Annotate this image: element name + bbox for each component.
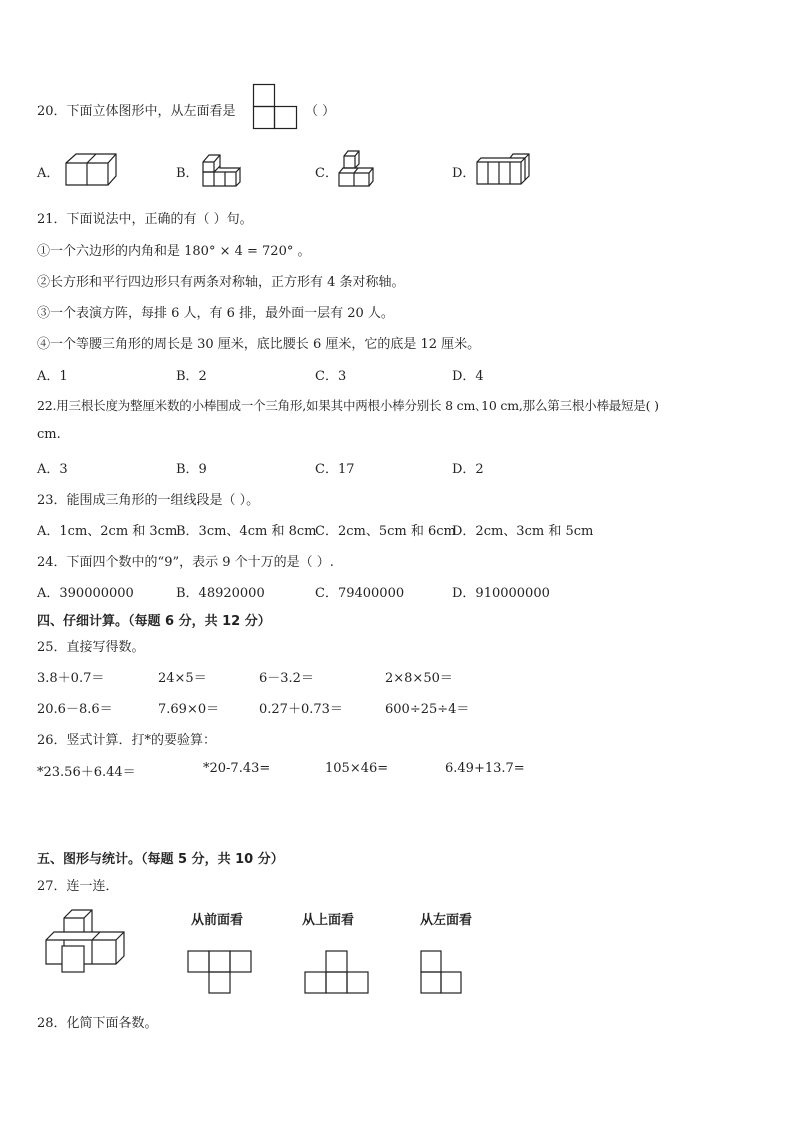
- q23-option-d[interactable]: D．2cm、3cm 和 5cm: [452, 524, 594, 539]
- q27-label-top: 从上面看: [302, 913, 355, 928]
- q21-statement-3: ③一个表演方阵，每排 6 人，有 6 排，最外面一层有 20 人。: [37, 306, 394, 321]
- q21-option-a[interactable]: A．1: [37, 369, 68, 384]
- q25-item: 0.27＋0.73＝: [259, 702, 343, 717]
- q21-option-d[interactable]: D．4: [452, 369, 484, 384]
- q26-stem: 26．竖式计算．打*的要验算：: [37, 733, 217, 748]
- q20-option-d-cubes: [475, 152, 533, 186]
- section-5-title: 五、图形与统计。（每题 5 分，共 10 分）: [37, 852, 284, 867]
- q23-option-b[interactable]: B．3cm、4cm 和 8cm: [176, 524, 317, 539]
- section-4-title: 四、仔细计算。（每题 6 分，共 12 分）: [37, 614, 271, 629]
- q25-item: 20.6－8.6＝: [37, 702, 113, 717]
- q20-answer-paren: （ ）: [305, 104, 336, 119]
- q22-stem-unit: cm.: [37, 427, 61, 442]
- q20-option-b-cubes: [200, 150, 242, 188]
- q24-option-d[interactable]: D．910000000: [452, 586, 550, 601]
- q23-stem: 23．能围成三角形的一组线段是（ ）。: [37, 493, 260, 508]
- q23-option-c[interactable]: C．2cm、5cm 和 6cm: [315, 524, 456, 539]
- q20-option-b[interactable]: B．: [176, 166, 199, 181]
- q20-option-a-cubes: [64, 150, 118, 188]
- q21-statement-4: ④一个等腰三角形的周长是 30 厘米，底比腰长 6 厘米，它的底是 12 厘米。: [37, 337, 481, 352]
- q22-option-d[interactable]: D．2: [452, 462, 484, 477]
- q27-view-shape-1[interactable]: [187, 950, 257, 996]
- q26-item: *23.56＋6.44＝: [37, 765, 136, 780]
- q27-label-left: 从左面看: [420, 913, 473, 928]
- q27-label-front: 从前面看: [191, 913, 244, 928]
- q25-stem: 25．直接写得数。: [37, 640, 145, 655]
- q25-item: 3.8＋0.7＝: [37, 671, 105, 686]
- q25-item: 6－3.2＝: [259, 671, 314, 686]
- q27-view-shape-3[interactable]: [420, 950, 470, 996]
- q22-option-b[interactable]: B．9: [176, 462, 207, 477]
- q25-item: 7.69×0＝: [158, 702, 220, 717]
- q27-solid-figure: [44, 908, 128, 976]
- q20-option-a[interactable]: A．: [37, 166, 60, 181]
- q24-option-a[interactable]: A．390000000: [37, 586, 134, 601]
- q25-item: 2×8×50＝: [385, 671, 453, 686]
- q24-option-b[interactable]: B．48920000: [176, 586, 265, 601]
- q26-item: *20-7.43=: [203, 761, 271, 776]
- q27-stem: 27．连一连．: [37, 879, 119, 894]
- q20-stem: 20．下面立体图形中，从左面看是: [37, 104, 236, 119]
- q22-option-a[interactable]: A．3: [37, 462, 68, 477]
- q25-item: 24×5＝: [158, 671, 207, 686]
- q27-view-shape-2[interactable]: [304, 950, 374, 996]
- q21-option-b[interactable]: B．2: [176, 369, 207, 384]
- q20-left-view-figure: [253, 84, 299, 130]
- q21-stem: 21．下面说法中，正确的有（ ）句。: [37, 212, 253, 227]
- q23-option-a[interactable]: A．1cm、2cm 和 3cm: [37, 524, 178, 539]
- q22-option-c[interactable]: C．17: [315, 462, 355, 477]
- q21-statement-2: ②长方形和平行四边形只有两条对称轴，正方形有 4 条对称轴。: [37, 275, 405, 290]
- q24-stem: 24．下面四个数中的“9”，表示 9 个十万的是（ ）.: [37, 555, 334, 570]
- q20-option-c[interactable]: C．: [315, 166, 338, 181]
- q21-statement-1: ①一个六边形的内角和是 180° × 4 = 720° 。: [37, 244, 311, 259]
- q28-stem: 28．化简下面各数。: [37, 1016, 158, 1031]
- q21-option-c[interactable]: C．3: [315, 369, 347, 384]
- q20-option-c-cubes: [337, 148, 379, 188]
- q24-option-c[interactable]: C．79400000: [315, 586, 405, 601]
- q25-item: 600÷25÷4＝: [385, 702, 470, 717]
- q26-item: 6.49+13.7=: [445, 761, 525, 776]
- q22-stem: 22.用三根长度为整厘米数的小棒围成一个三角形,如果其中两根小棒分别长 8 cm､10 cm,那么第三根小棒最短是( ): [37, 398, 659, 413]
- q26-item: 105×46=: [325, 761, 389, 776]
- q20-option-d[interactable]: D．: [452, 166, 476, 181]
